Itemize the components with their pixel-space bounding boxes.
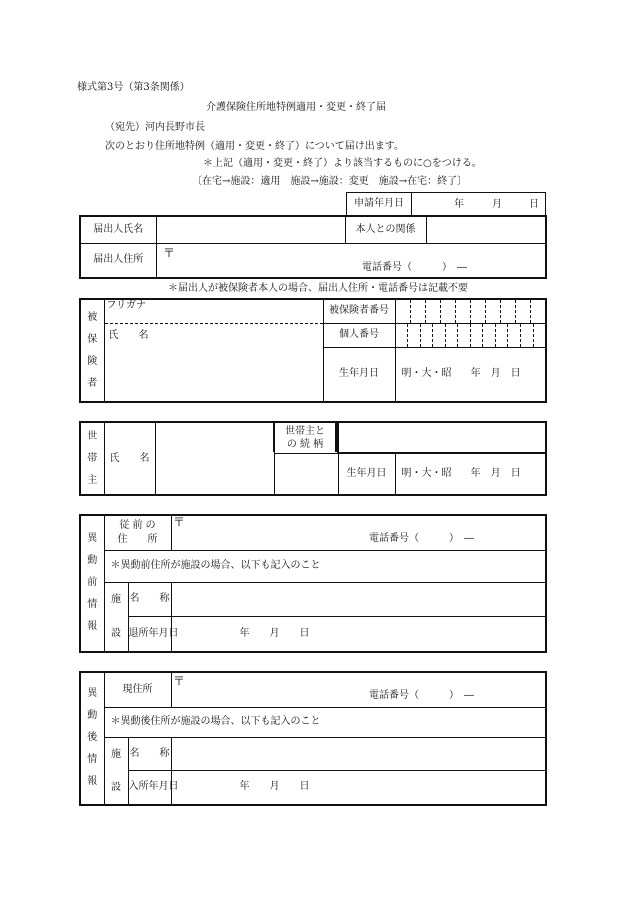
day-unit: 日 — [529, 198, 539, 210]
addressee: （宛先）河内長野市長 — [105, 122, 205, 133]
before-postal-mark: 〒 — [173, 515, 186, 529]
before-address-label: 従 前 の 住 所 — [104, 515, 171, 550]
before-date-field[interactable]: 年 月 日 — [171, 617, 546, 652]
before-tel-label: 電話番号（ ） ― — [369, 533, 474, 544]
insured-side-label: 被 保 険 者 — [80, 299, 104, 402]
insured-birth-field[interactable]: 明・大・昭 年 月 日 — [395, 347, 546, 402]
postal-mark: 〒 — [163, 246, 176, 260]
householder-relation-label: 世帯主と — [285, 425, 325, 437]
personal-number-field[interactable] — [395, 323, 546, 347]
after-move-table — [79, 671, 547, 806]
insured-name-field[interactable] — [104, 323, 323, 402]
applicant-table — [79, 215, 547, 279]
before-facility-note: ＊異動前住所が施設の場合、以下も記入のこと — [104, 550, 546, 582]
after-address-label: 現住所 — [104, 672, 171, 707]
form-title: 介護保険住所地特例適用・変更・終了届 — [206, 102, 386, 113]
householder-relation-field[interactable] — [274, 453, 338, 495]
before-facility-name-field[interactable] — [171, 582, 546, 617]
householder-name-label: 氏 名 — [104, 422, 155, 495]
householder-name-field[interactable] — [155, 422, 274, 495]
before-facility-name-label: 名 称 — [128, 582, 171, 617]
householder-relation-label-2: の 続 柄 — [286, 438, 324, 450]
before-side-label: 異 動 前 情 報 — [80, 515, 104, 652]
form-number: 様式第3号（第3条関係） — [77, 82, 190, 93]
after-date-field[interactable]: 年 月 日 — [171, 770, 546, 804]
month-unit: 月 — [492, 198, 502, 210]
after-facility-name-field[interactable] — [171, 737, 546, 770]
before-facility-side: 施 設 — [104, 582, 128, 652]
year-unit: 年 — [454, 198, 464, 210]
relation-field[interactable] — [426, 216, 546, 243]
after-side-label: 異 動 後 情 報 — [80, 672, 104, 805]
furigana-field[interactable] — [104, 299, 323, 323]
after-facility-note: ＊異動後住所が施設の場合、以下も記入のこと — [104, 707, 546, 737]
before-move-table — [79, 514, 547, 653]
selection-note: ＊上記（適用・変更・終了）より該当するものに○をつける。 — [203, 158, 482, 169]
applicant-name-label: 届出人氏名 — [80, 216, 156, 243]
householder-birth-field[interactable]: 明・大・昭 年 月 日 — [395, 453, 546, 495]
householder-table — [79, 421, 547, 496]
before-address-field[interactable] — [171, 515, 546, 550]
furigana-label: フリガナ — [106, 300, 146, 311]
insured-table — [79, 298, 547, 403]
after-facility-name-label: 名 称 — [128, 737, 171, 770]
insured-name-label: 氏 名 — [108, 329, 149, 341]
before-date-label: 退所年月日 — [128, 617, 171, 652]
applicant-tel-label: 電話番号（ ） ― — [362, 262, 467, 273]
applicant-address-field[interactable] — [156, 243, 546, 278]
rule-text: 〔在宅→施設：適用 施設→施設：変更 施設→在宅：終了〕 — [192, 176, 468, 187]
after-tel-label: 電話番号（ ） ― — [369, 690, 474, 701]
application-date-table — [346, 192, 546, 216]
application-date-field[interactable] — [412, 193, 546, 216]
after-address-field[interactable] — [171, 672, 546, 707]
insured-number-field[interactable] — [395, 299, 546, 323]
applicant-note: ＊届出人が被保険者本人の場合、届出人住所・電話番号は記載不要 — [168, 283, 468, 294]
application-date-label: 申請年月日 — [347, 193, 412, 216]
after-date-label: 入所年月日 — [128, 770, 171, 804]
applicant-name-field[interactable] — [156, 216, 345, 243]
applicant-address-label: 届出人住所 — [80, 243, 156, 278]
insured-birth-label: 生年月日 — [323, 347, 395, 402]
relation-label: 本人との関係 — [345, 216, 426, 243]
after-facility-side: 施 設 — [104, 737, 128, 805]
householder-birth-label: 生年月日 — [338, 453, 395, 495]
insured-number-label: 被保険者番号 — [323, 299, 395, 323]
personal-number-label: 個人番号 — [323, 323, 395, 347]
intro-text: 次のとおり住所地特例（適用・変更・終了）について届け出ます。 — [105, 141, 404, 152]
after-postal-mark: 〒 — [173, 674, 186, 688]
householder-side-label: 世 帯 主 — [80, 422, 104, 495]
